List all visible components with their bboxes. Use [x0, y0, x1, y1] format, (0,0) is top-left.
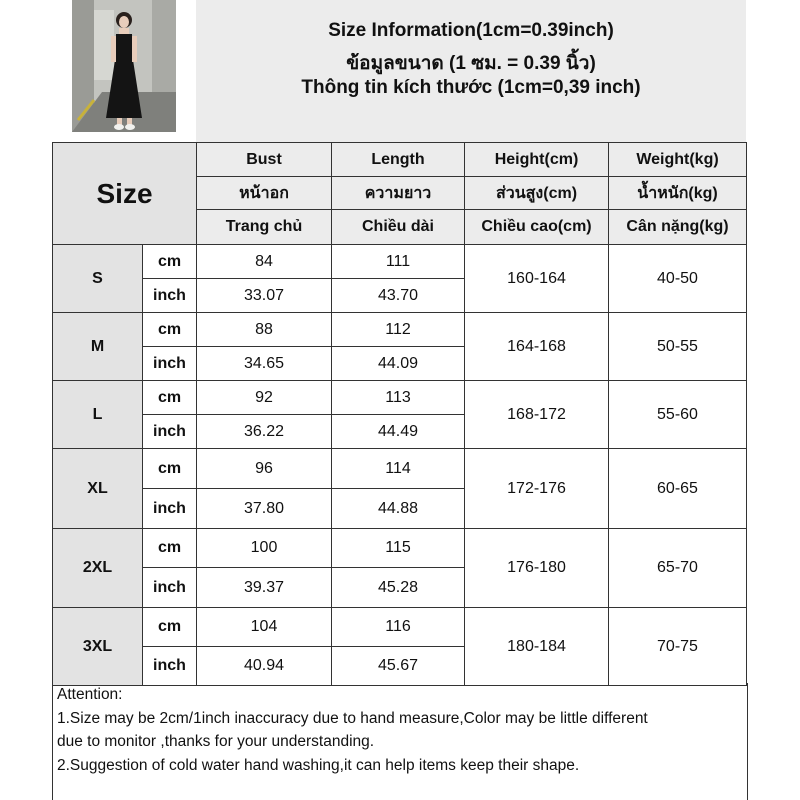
unit-inch: inch	[143, 489, 197, 529]
bust-cm: 84	[197, 245, 332, 279]
note-line-1: 1.Size may be 2cm/1inch inaccuracy due to hand measure,Color may be little different	[57, 709, 648, 727]
length-cm: 113	[332, 381, 465, 415]
title-vietnamese: Thông tin kích thước (1cm=0,39 inch)	[301, 77, 641, 98]
unit-cm: cm	[143, 381, 197, 415]
attention-heading: Attention:	[57, 686, 123, 703]
header-row-en	[53, 143, 747, 177]
table-row	[53, 449, 747, 489]
length-inch: 45.28	[332, 568, 465, 608]
unit-inch: inch	[143, 647, 197, 686]
attention-notes	[52, 683, 748, 800]
bust-cm: 100	[197, 529, 332, 568]
length-cm: 114	[332, 449, 465, 489]
product-photo	[72, 0, 176, 132]
length-inch: 44.09	[332, 347, 465, 381]
col-height-en: Height(cm)	[465, 143, 609, 177]
length-inch: 44.88	[332, 489, 465, 529]
height-range: 176-180	[465, 529, 609, 608]
col-weight-vi: Cân nặng(kg)	[609, 210, 747, 245]
height-range: 164-168	[465, 313, 609, 381]
size-label: XL	[53, 449, 143, 529]
col-bust-th: หน้าอก	[197, 177, 332, 210]
length-cm: 115	[332, 529, 465, 568]
title-english: Size Information(1cm=0.39inch)	[328, 20, 614, 41]
length-cm: 111	[332, 245, 465, 279]
height-range: 168-172	[465, 381, 609, 449]
bust-cm: 92	[197, 381, 332, 415]
length-inch: 43.70	[332, 279, 465, 313]
size-chart-table	[52, 142, 747, 686]
unit-cm: cm	[143, 245, 197, 279]
product-photo-cell	[52, 0, 197, 143]
bust-inch: 33.07	[197, 279, 332, 313]
col-height-vi: Chiều cao(cm)	[465, 210, 609, 245]
col-bust-en: Bust	[197, 143, 332, 177]
table-row	[53, 245, 747, 279]
unit-inch: inch	[143, 347, 197, 381]
note-line-2: 2.Suggestion of cold water hand washing,it can help items keep their shape.	[57, 756, 580, 774]
size-label: S	[53, 245, 143, 313]
note-line-1-continued: due to monitor ,thanks for your understanding.	[57, 733, 375, 750]
weight-range: 60-65	[609, 449, 747, 529]
col-height-th: ส่วนสูง(cm)	[465, 177, 609, 210]
length-cm: 112	[332, 313, 465, 347]
bust-cm: 88	[197, 313, 332, 347]
length-inch: 45.67	[332, 647, 465, 686]
height-range: 172-176	[465, 449, 609, 529]
size-header: Size	[53, 143, 197, 245]
size-label: M	[53, 313, 143, 381]
weight-range: 70-75	[609, 608, 747, 686]
col-weight-en: Weight(kg)	[609, 143, 747, 177]
weight-range: 55-60	[609, 381, 747, 449]
size-label: 2XL	[53, 529, 143, 608]
unit-inch: inch	[143, 568, 197, 608]
bust-inch: 39.37	[197, 568, 332, 608]
model-in-dress-illustration	[72, 0, 176, 132]
height-range: 180-184	[465, 608, 609, 686]
unit-cm: cm	[143, 313, 197, 347]
col-length-th: ความยาว	[332, 177, 465, 210]
bust-inch: 37.80	[197, 489, 332, 529]
bust-inch: 36.22	[197, 415, 332, 449]
col-bust-vi: Trang chủ	[197, 210, 332, 245]
table-row	[53, 608, 747, 647]
bust-inch: 40.94	[197, 647, 332, 686]
length-cm: 116	[332, 608, 465, 647]
bust-cm: 96	[197, 449, 332, 489]
unit-cm: cm	[143, 529, 197, 568]
weight-range: 65-70	[609, 529, 747, 608]
bust-cm: 104	[197, 608, 332, 647]
size-info-title-block	[196, 0, 746, 143]
unit-inch: inch	[143, 415, 197, 449]
unit-cm: cm	[143, 608, 197, 647]
table-row	[53, 313, 747, 347]
table-row	[53, 529, 747, 568]
unit-inch: inch	[143, 279, 197, 313]
length-inch: 44.49	[332, 415, 465, 449]
unit-cm: cm	[143, 449, 197, 489]
size-label: L	[53, 381, 143, 449]
table-row	[53, 381, 747, 415]
col-weight-th: น้ำหนัก(kg)	[609, 177, 747, 210]
weight-range: 40-50	[609, 245, 747, 313]
height-range: 160-164	[465, 245, 609, 313]
col-length-vi: Chiều dài	[332, 210, 465, 245]
col-length-en: Length	[332, 143, 465, 177]
title-thai: ข้อมูลขนาด (1 ซม. = 0.39 นิ้ว)	[346, 53, 596, 74]
bust-inch: 34.65	[197, 347, 332, 381]
size-label: 3XL	[53, 608, 143, 686]
weight-range: 50-55	[609, 313, 747, 381]
